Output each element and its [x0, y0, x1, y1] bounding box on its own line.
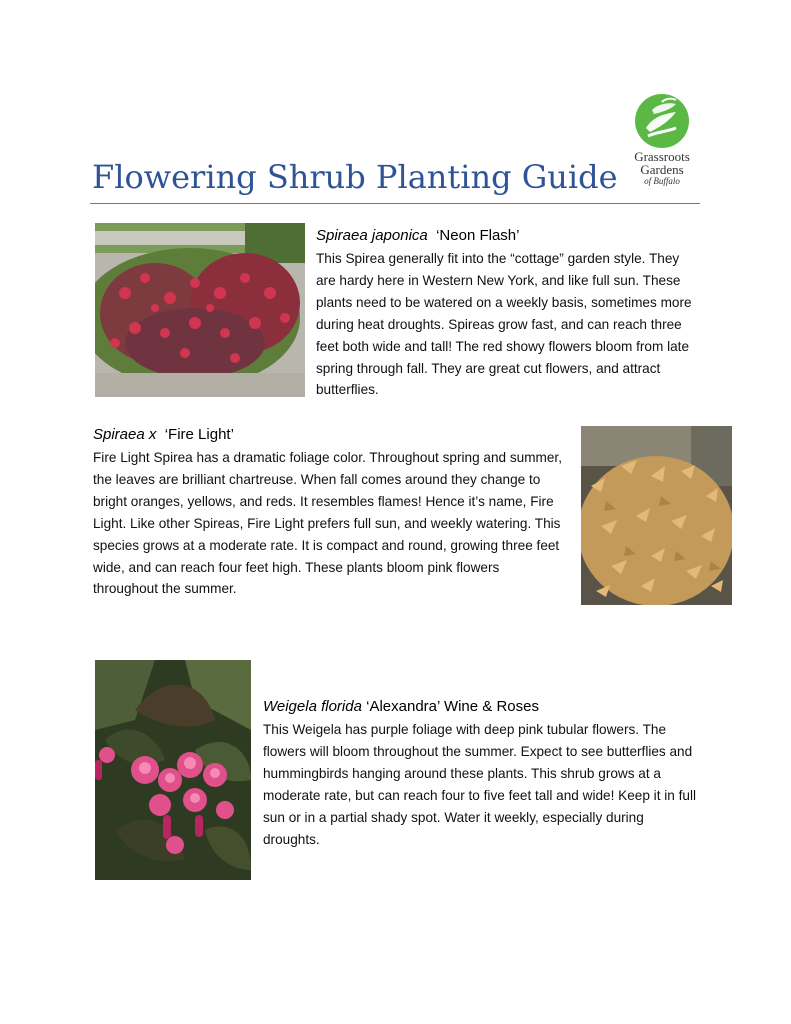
- plant-3-heading: [263, 698, 539, 715]
- plant-2-cultivar: ‘Fire Light’: [164, 426, 234, 443]
- plant-1-cultivar: ‘Neon Flash’: [436, 227, 520, 244]
- page-title: Flowering Shrub Planting Guide: [92, 158, 618, 196]
- logo-text-gardens: Gardens: [640, 162, 684, 177]
- plant-2-description: Fire Light Spirea has a dramatic foliage color. Throughout spring and summer, the leaves are brilliant chartreuse. When fall comes around they change to bright oranges, yellows, and reds. It resembles flames! Hence it’s name, Fire Light. Like other Spireas, Fire Light prefers full sun, and weekly watering. This species grows at a moderate rate. It is compact and round, growing three feet wide, and can reach four feet high. These plants bloom pink flowers throughout the summer.: [93, 450, 562, 597]
- logo-text-grassroots: Grassroots: [634, 149, 690, 164]
- golden-foliage-shrub-photo: [581, 426, 732, 605]
- plant-2-heading: [93, 426, 234, 443]
- plant-3-latin-name: Weigela florida: [263, 698, 362, 715]
- pink-weigela-flowers-photo: [95, 660, 251, 880]
- title-divider: [90, 203, 700, 204]
- plant-3-description: This Weigela has purple foliage with deep pink tubular flowers. The flowers will bloom throughout the summer. Expect to see butterflies and hummingbirds hanging around these plants. This shrub grows at a moderate rate, but can reach four to five feet tall and wide! Keep it in full sun or in a partial shady spot. Water it weekly, especially during droughts.: [263, 722, 696, 847]
- leaf-hands-logo-icon: [632, 92, 692, 150]
- plant-1-latin-name: Spiraea japonica: [316, 227, 428, 244]
- plant-1-description: This Spirea generally fit into the “cottage” garden style. They are hardy here in Western New York, and like full sun. These plants need to be watered on a weekly basis, sometimes more during heat droughts. Spireas grow fast, and can reach three feet both wide and tall! The red showy flowers bloom from late spring through fall. They are great cut flowers, and attract butterflies.: [316, 251, 692, 398]
- grassroots-gardens-logo: [622, 92, 702, 192]
- red-flowering-shrub-photo: [95, 223, 305, 397]
- plant-2-latin-name: Spiraea x: [93, 426, 157, 443]
- plant-3-cultivar: ‘Alexandra’ Wine & Roses: [366, 698, 539, 715]
- plant-1-heading: [316, 227, 519, 244]
- logo-text-of-buffalo: of Buffalo: [644, 176, 680, 186]
